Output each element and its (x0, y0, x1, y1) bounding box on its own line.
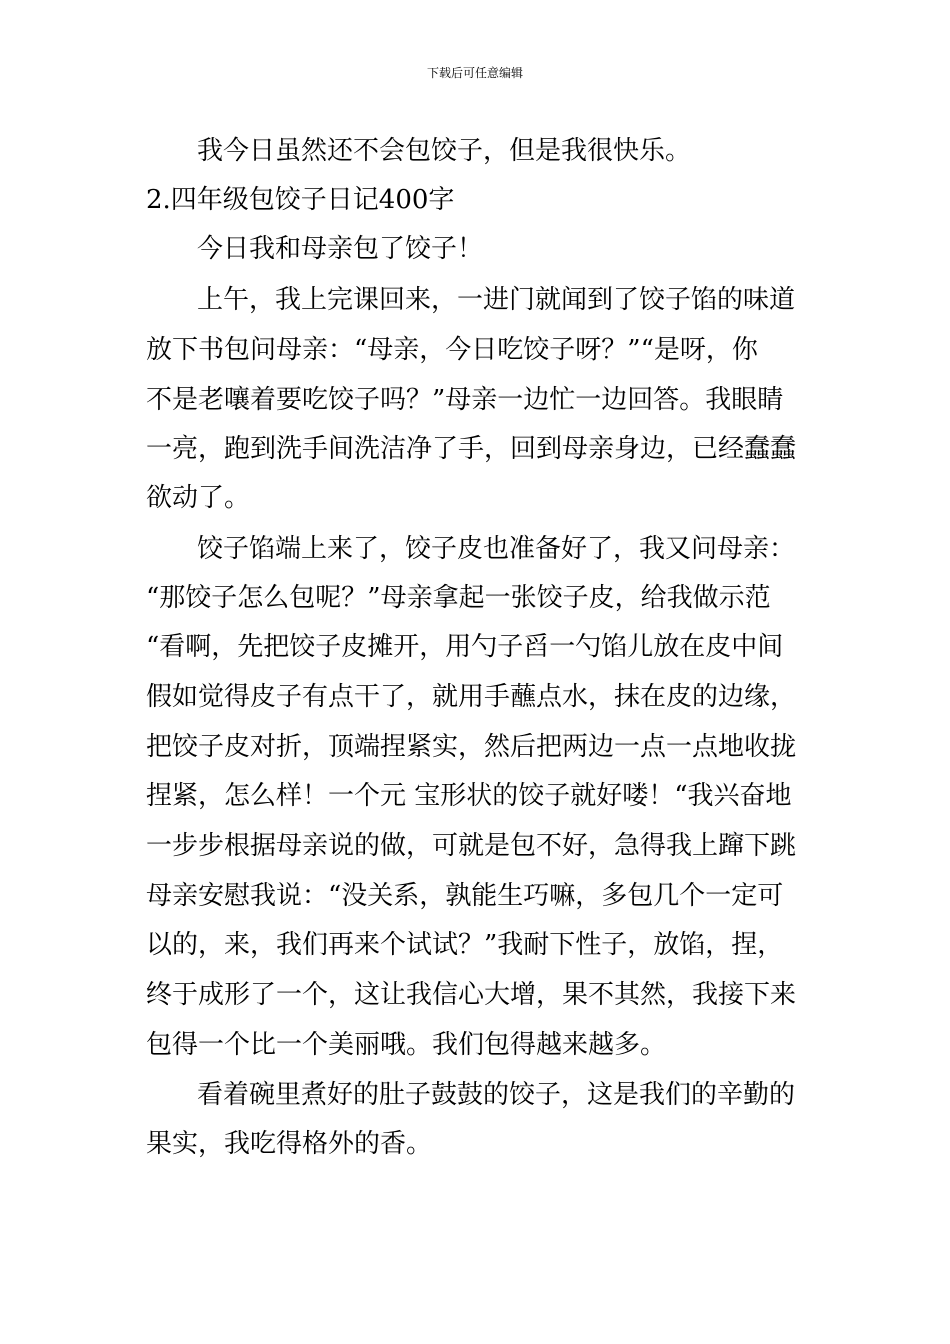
paragraph-line: 终于成形了一个，这让我信心大增，果不其然，我接下来 (146, 980, 797, 1010)
paragraph-line: 一步步根据母亲说的做，可就是包不好，急得我上蹿下跳 (146, 831, 797, 861)
paragraph-line: 包得一个比一个美丽哦。我们包得越来越多。 (146, 1030, 667, 1060)
paragraph-line: 把饺子皮对折，顶端捏紧实，然后把两边一点一点地收拢 (146, 732, 797, 762)
paragraph-line: 母亲安慰我说：“没关系，孰能生巧嘛，多包几个一定可 (146, 881, 784, 911)
paragraph-line: 上午，我上完课回来，一进门就闻到了饺子馅的味道 (197, 285, 796, 315)
section-title: 2.四年级包饺子日记400字 (146, 185, 455, 215)
paragraph-line: 果实，我吃得格外的香。 (146, 1129, 433, 1159)
page-header: 下载后可任意编辑 (426, 66, 523, 80)
paragraph-line: 欲动了。 (146, 483, 251, 513)
paragraph-line: 今日我和母亲包了饺子！ (197, 234, 484, 264)
paragraph-line: 假如觉得皮子有点干了，就用手蘸点水，抹在皮的边缘， (146, 682, 797, 712)
paragraph-line: 放下书包问母亲：“母亲，今日吃饺子呀？”“是呀，你 (146, 335, 758, 365)
paragraph-line: 看着碗里煮好的肚子鼓鼓的饺子，这是我们的辛勤的 (197, 1080, 796, 1110)
paragraph-line: 一亮，跑到洗手间洗洁净了手，回到母亲身边，已经蠢蠢 (146, 434, 797, 464)
paragraph-line: “那饺子怎么包呢？”母亲拿起一张饺子皮，给我做示范 (146, 583, 771, 613)
paragraph-line: “看啊，先把饺子皮摊开，用勺子舀一勺馅儿放在皮中间 (146, 632, 784, 662)
paragraph-line: 以的，来，我们再来个试试？”我耐下性子，放馅，捏， (146, 930, 784, 960)
paragraph-line: 捏紧，怎么样！一个元 宝形状的饺子就好喽！“我兴奋地 (146, 781, 792, 811)
paragraph-line: 我今日虽然还不会包饺子，但是我很快乐。 (197, 136, 692, 166)
paragraph-line: 不是老嚷着要吃饺子吗？”母亲一边忙一边回答。我眼睛 (146, 385, 784, 415)
paragraph-line: 饺子馅端上来了，饺子皮也准备好了，我又问母亲： (197, 534, 796, 564)
